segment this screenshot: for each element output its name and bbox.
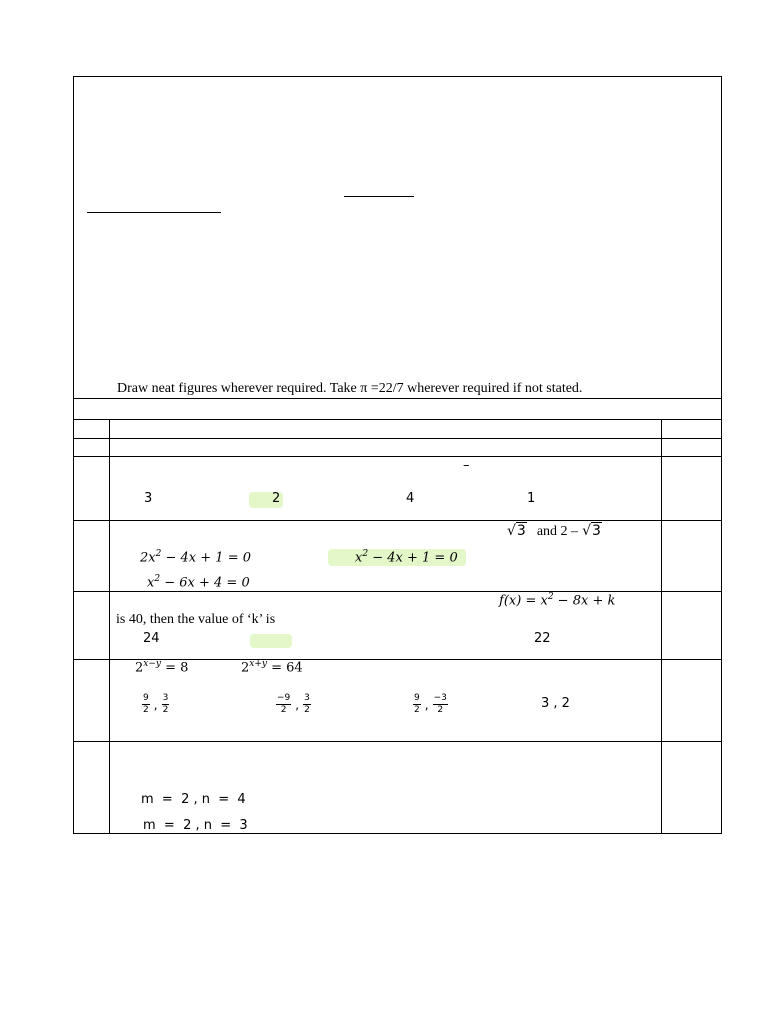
q4-equation-1 [135, 659, 188, 675]
q2-root1-radicand: 3 [516, 523, 526, 539]
q4-eq1-rhs: = 8 [160, 660, 189, 676]
exam-paper-frame [73, 76, 722, 834]
q4-option-a: $\frac{9}{2}$ , $\frac{3}{2}$ [143, 693, 169, 715]
sqrt-icon: √3 [507, 523, 526, 539]
q1-option-a: 3 [144, 491, 153, 506]
q5-option-a: m = 2 , n = 4 [141, 792, 246, 807]
q4-eq1-base: 2 [135, 660, 144, 676]
table-line [73, 419, 722, 420]
question-1-mark: – [463, 458, 470, 473]
fraction-numerator: 3 [304, 693, 310, 703]
fraction-denominator: 2 [437, 705, 444, 715]
table-line [73, 591, 722, 592]
q2-option-a: $2x^2 - 4x + 1 = 0$ [140, 549, 251, 566]
q2-root2-radicand: 3 [591, 523, 601, 539]
q4-eq2-exp: x+y [249, 659, 267, 669]
table-line [73, 456, 722, 457]
fraction-numerator: 9 [143, 693, 149, 703]
q4-option-c: $\frac{9}{2}$ , $\frac{-3}{2}$ [414, 693, 447, 715]
fraction-numerator: −9 [277, 693, 291, 703]
table-line [73, 741, 722, 742]
q3-option-b-highlight [250, 634, 292, 648]
fraction-denominator: 2 [280, 705, 287, 715]
fraction-denominator: 2 [162, 705, 169, 715]
fraction-denominator: 2 [143, 705, 149, 715]
q3-text: is 40, then the value of ‘k’ is [116, 612, 276, 627]
q3-option-a: 24 [143, 631, 160, 646]
table-col-line [661, 419, 662, 834]
q2-option-b: $x^2 - 4x + 1 = 0$ [355, 549, 458, 566]
q5-option-b: m = 2 , n = 3 [143, 818, 248, 833]
q2-roots [507, 522, 602, 540]
sqrt-icon: √3 [582, 523, 601, 539]
q4-eq2-base: 2 [241, 660, 250, 676]
q4-option-d: 3 , 2 [541, 696, 570, 711]
q2-option-c: $x^2 - 6x + 4 = 0$ [147, 574, 250, 591]
q1-option-b: 2 [272, 491, 281, 506]
table-col-line [109, 419, 110, 834]
q1-option-d: 1 [527, 491, 536, 506]
table-top-line [73, 398, 722, 399]
fraction-numerator: 3 [162, 693, 169, 703]
q4-equation-2 [241, 659, 303, 675]
fraction-numerator: 9 [414, 693, 420, 703]
fraction-denominator: 2 [414, 705, 420, 715]
instructions-text: Draw neat figures wherever required. Take π =22/7 wherever required if not stated. [117, 381, 583, 396]
q4-eq1-exp: x−y [143, 659, 161, 669]
subtitle-underline [87, 212, 221, 213]
table-line [73, 438, 722, 439]
q3-function: $f(x) = x^2 - 8x + k$ [499, 592, 616, 609]
q4-eq2-rhs: = 64 [266, 660, 303, 676]
q4-option-b: $\frac{-9}{2}$ , $\frac{3}{2}$ [277, 693, 310, 715]
q2-roots-and: and 2 – [536, 524, 579, 539]
title-underline [344, 196, 414, 197]
q3-option-d: 22 [534, 631, 551, 646]
fraction-denominator: 2 [304, 705, 310, 715]
table-line [73, 520, 722, 521]
fraction-numerator: −3 [433, 693, 447, 703]
q1-option-c: 4 [406, 491, 415, 506]
